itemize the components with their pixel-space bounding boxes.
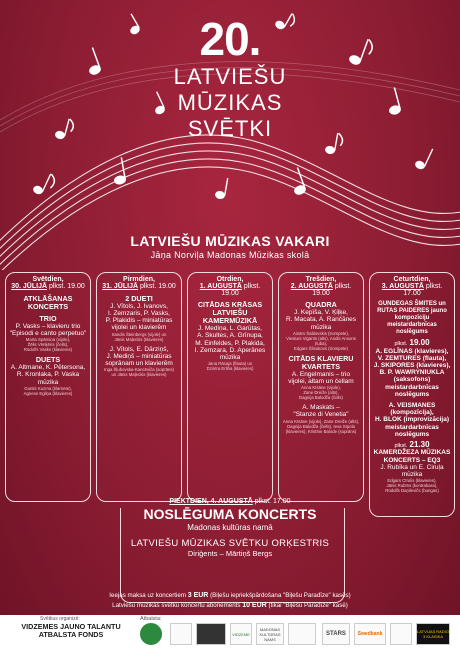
day-date-row	[9, 284, 87, 290]
event-title: CITĀDS KLAVIERU KVARTETS	[288, 353, 354, 371]
final-date-row	[80, 498, 380, 505]
event-title: DUETS	[35, 355, 61, 365]
event-line: J. Rubīka un E. Ciruļa	[380, 463, 444, 471]
event-line: R. Macata, A. Rančānes	[285, 316, 357, 324]
sponsor-logo-coat-of-arms	[140, 623, 162, 645]
note-icon	[287, 167, 307, 196]
event-line: A. Skultes, A. Grīnupa,	[197, 332, 263, 340]
day-columns	[5, 272, 455, 522]
event-line: vijolei, altam un čellam	[288, 378, 354, 386]
event-line: meistardarbnīcas noslēgums	[385, 383, 439, 398]
performers: Edgars Šlisukovs (trompete)	[294, 345, 348, 351]
section-subtitle: Jāņa Norviļa Madonas Mūzikas skolā	[150, 250, 310, 260]
organizer-name: VIDZEMES JAUNO TALANTU ATBALSTA FONDS	[21, 622, 121, 639]
performers: Rūdolfs Daņilevičs (bungas)	[385, 488, 439, 494]
event-title: 2 DUETI	[125, 293, 153, 303]
event-line: mūzika	[37, 378, 59, 386]
event-title: TRIO	[39, 313, 57, 323]
event-line: A. Maskats –	[302, 404, 340, 412]
performers: Jānis Rubīns (kontrabass),	[386, 483, 438, 489]
day-date: 1. AUGUSTĀ	[199, 283, 242, 291]
event-line: meistardarbnīcas noslēgums	[385, 423, 439, 438]
day-name: Otrdien,	[216, 276, 244, 283]
note-icon	[414, 145, 434, 171]
day-name: Svētdien,	[32, 276, 64, 283]
day-column-sunday	[5, 272, 91, 502]
event-line: A. EGLĪNAS (klavieres),	[375, 347, 449, 355]
event-line: H. BLOK (improvizācija)	[374, 416, 450, 424]
event-line: "Stanze di Venetia"	[293, 411, 349, 419]
event-title: QUADRA	[305, 300, 337, 310]
final-orchestra: LATVIEŠU MŪZIKAS SVĒTKU ORĶESTRIS	[130, 538, 330, 549]
performers: Sandis Šteinbergs (vijole) un	[111, 331, 167, 337]
section-title: LATVIEŠU MŪZIKAS VAKARI	[130, 233, 330, 249]
event-line: KONCERTS – EQ3	[383, 456, 441, 464]
sponsor-logo-vidzeme: VIDZEME	[230, 623, 252, 645]
event-line: vijolei un klavierēm	[111, 324, 167, 332]
final-conductor: Diriģents – Mārtiņš Bergs	[187, 549, 273, 558]
day-name: Trešdien,	[305, 276, 337, 283]
performers: Dzintra Erliha (klavieres)	[206, 366, 254, 372]
day-date: 3. AUGUSTĀ	[381, 283, 424, 291]
event-line: J. Vītols, J. Ivanovs,	[110, 302, 168, 310]
performers: Jana Rācaja (flauta) un	[207, 361, 253, 367]
festival-header	[0, 14, 460, 142]
event-line: J. SKIPORES (klavieres),	[373, 362, 451, 370]
event-line: A. Engelmanis – trio	[291, 370, 351, 378]
performers: Anna Kīsāne (vijole), Zane Dreiže (alts),	[282, 418, 360, 424]
ticket-text: (tikai "Biļešu Paradīze" kasē)	[268, 602, 348, 609]
day-column-wednesday	[278, 272, 364, 502]
ticket-text: Latviešu mūzikas svētku koncertu abonements	[112, 602, 241, 609]
sponsor-logo-latvijas-radio-3: LATVIJAS RADIO 3 KLASIKA	[416, 623, 450, 645]
event-line: I. Zemzaris, P. Vasks,	[108, 310, 170, 318]
title-line-3: SVĒTKI	[187, 116, 273, 141]
day-date-row	[282, 284, 360, 297]
sponsor-logo-swedbank: Swedbank	[354, 623, 386, 645]
event-title: GUNDEGAS ŠMITES un RUTAS PAIDERES jauno kompozīciju meistardarbnīcas noslēgums	[377, 301, 447, 336]
sponsor-footer	[0, 615, 460, 650]
day-date: 31. JŪLIJĀ	[102, 283, 139, 291]
title-line-2: MŪZIKAS	[177, 90, 283, 115]
performers: Anna Kīsāne (vijole),	[301, 385, 341, 391]
day-date: 2. AUGUSTĀ	[290, 283, 333, 291]
day-time: plkst. 19.00	[312, 283, 352, 297]
event-line: I. Zemzara, D. Aperānes	[194, 346, 266, 354]
event-line: J. Kepīša, V. Ķiļķe,	[294, 309, 348, 317]
event-line: A. Altmane, K. Pētersona,	[10, 364, 86, 372]
sponsor-logo-madonas-kulturas-nams: MADONAS KULTŪRAS NAMS	[256, 623, 284, 645]
event-line: mūzika	[401, 471, 423, 479]
performers: Zane Dreiže (alts),	[303, 390, 339, 396]
sponsor-logo-4	[390, 623, 412, 645]
performers: Dagnija Balodža (čells), Ieva Sīpola	[287, 423, 355, 429]
event-line: P. Plakidis – miniatūras	[105, 317, 173, 325]
final-date: PIEKTDIEN, 4. AUGUSTĀ	[169, 498, 253, 505]
event-line: J. Mediņš – miniatūras	[106, 352, 172, 360]
event-time-label: plkst.	[394, 341, 408, 348]
ticket-line-2	[0, 601, 460, 611]
note-icon	[32, 170, 57, 199]
day-time: plkst. 19.00	[221, 283, 261, 297]
sponsor-logo-2	[196, 623, 226, 645]
performers: Rūdolfs Vasks (klavieres)	[23, 347, 73, 353]
day-column-thursday	[369, 272, 455, 517]
day-column-tuesday	[187, 272, 273, 502]
event-line: J. Mediņa, L. Garūtas,	[198, 325, 262, 333]
event-line: B. P. WAWRYNIUKLA (saksofons)	[379, 369, 445, 384]
event-line: "Episodi e canto perpetuo"	[9, 330, 87, 338]
day-name: Pirmdien,	[123, 276, 155, 283]
edition-number: 20.	[199, 13, 261, 65]
event-line: P. Vasks – klavieru trio	[15, 322, 81, 330]
ticket-price: 10 EUR	[242, 602, 267, 609]
event-time-label: plkst.	[394, 443, 408, 450]
event-line: V. ZEMTURES (flauta),	[377, 354, 447, 362]
day-date-row	[373, 284, 451, 297]
event-line: R. Kronlaka, P. Vaska	[16, 371, 80, 379]
performers: Ainārs Šablovskis (trompete),	[292, 330, 350, 336]
day-time: plkst. 17.00	[403, 283, 443, 297]
performers: Inga Šļubovska-Kancēviča (soprāns)	[104, 367, 174, 373]
day-date-row	[191, 284, 269, 297]
event-line: mūzika	[310, 323, 332, 331]
performers: Žēlis Vēriķēns (čells),	[27, 342, 69, 348]
event-time: 21.30	[409, 440, 430, 450]
organizer-label: Svētkus organizē:	[40, 616, 80, 622]
event-line: A. VEISMANES (kompozīcija),	[388, 402, 436, 417]
event-title: CITĀDAS KRĀSAS LATVIEŠU KAMERMŪZIKĀ	[197, 300, 263, 326]
day-date-row	[100, 284, 178, 290]
day-name: Ceturtdien,	[393, 276, 431, 283]
event-line: soprānam un klavierēm	[105, 360, 173, 368]
title-line-1: LATVIEŠU	[173, 64, 287, 89]
day-column-monday	[96, 272, 182, 502]
event-line: J. Vītols, E. Dārziņš,	[109, 345, 169, 353]
note-icon	[214, 176, 228, 199]
event-time: 19.00	[409, 338, 430, 348]
ticket-text: Ieejas maksa uz koncertiem	[109, 592, 186, 599]
sponsor-logo-3	[288, 623, 316, 645]
ticket-price: 3 EUR	[187, 592, 209, 599]
ticket-info	[0, 591, 460, 611]
sponsor-logo-stars: STARS	[322, 623, 350, 645]
day-date: 30. JŪLIJĀ	[11, 283, 48, 291]
ticket-text: (Biļešu iepriekšpārdošana "Biļešu Paradīze" kasēs)	[210, 592, 351, 599]
performers: Agnese Egliņa (klavieres)	[23, 390, 73, 396]
supporters-label: Atbalsta:	[140, 616, 162, 622]
day-time: plkst. 19.00	[48, 283, 85, 291]
sponsor-logo-1	[170, 623, 192, 645]
final-title: NOSLĒGUMA KONCERTS	[143, 506, 317, 522]
performers: Guntis Kuzma (klarnete),	[24, 385, 72, 391]
day-time: plkst. 19.00	[139, 283, 176, 291]
performers: (klavieres), Kristīne Balode (soprāns)	[285, 428, 357, 434]
event-line: M. Einfeldes, P. Plakida,	[195, 339, 265, 347]
performers: Jānis Maļeckis (klavieres)	[114, 336, 164, 342]
performers: Dagnija Balodža (čells)	[299, 395, 343, 401]
event-line: KAMERDŽEZA MŪZIKAS	[373, 449, 451, 457]
final-venue: Madonas kultūras namā	[187, 523, 273, 532]
final-time: plkst. 17.00	[254, 498, 291, 505]
performers: Viesturs Vigants (alts), Andis Ansons (tuba),	[286, 335, 356, 346]
performers: Edgars Cīrulis (klavieres),	[387, 478, 437, 484]
performers: Marta Spārniņa (vijole),	[25, 337, 71, 343]
ticket-line-1	[0, 591, 460, 601]
event-title: ATKLĀŠANAS KONCERTS	[23, 293, 73, 311]
performers: un Jānis Maļeckis (klavieres)	[111, 372, 167, 378]
event-time-row	[373, 340, 451, 347]
event-line: mūzika	[219, 354, 241, 362]
